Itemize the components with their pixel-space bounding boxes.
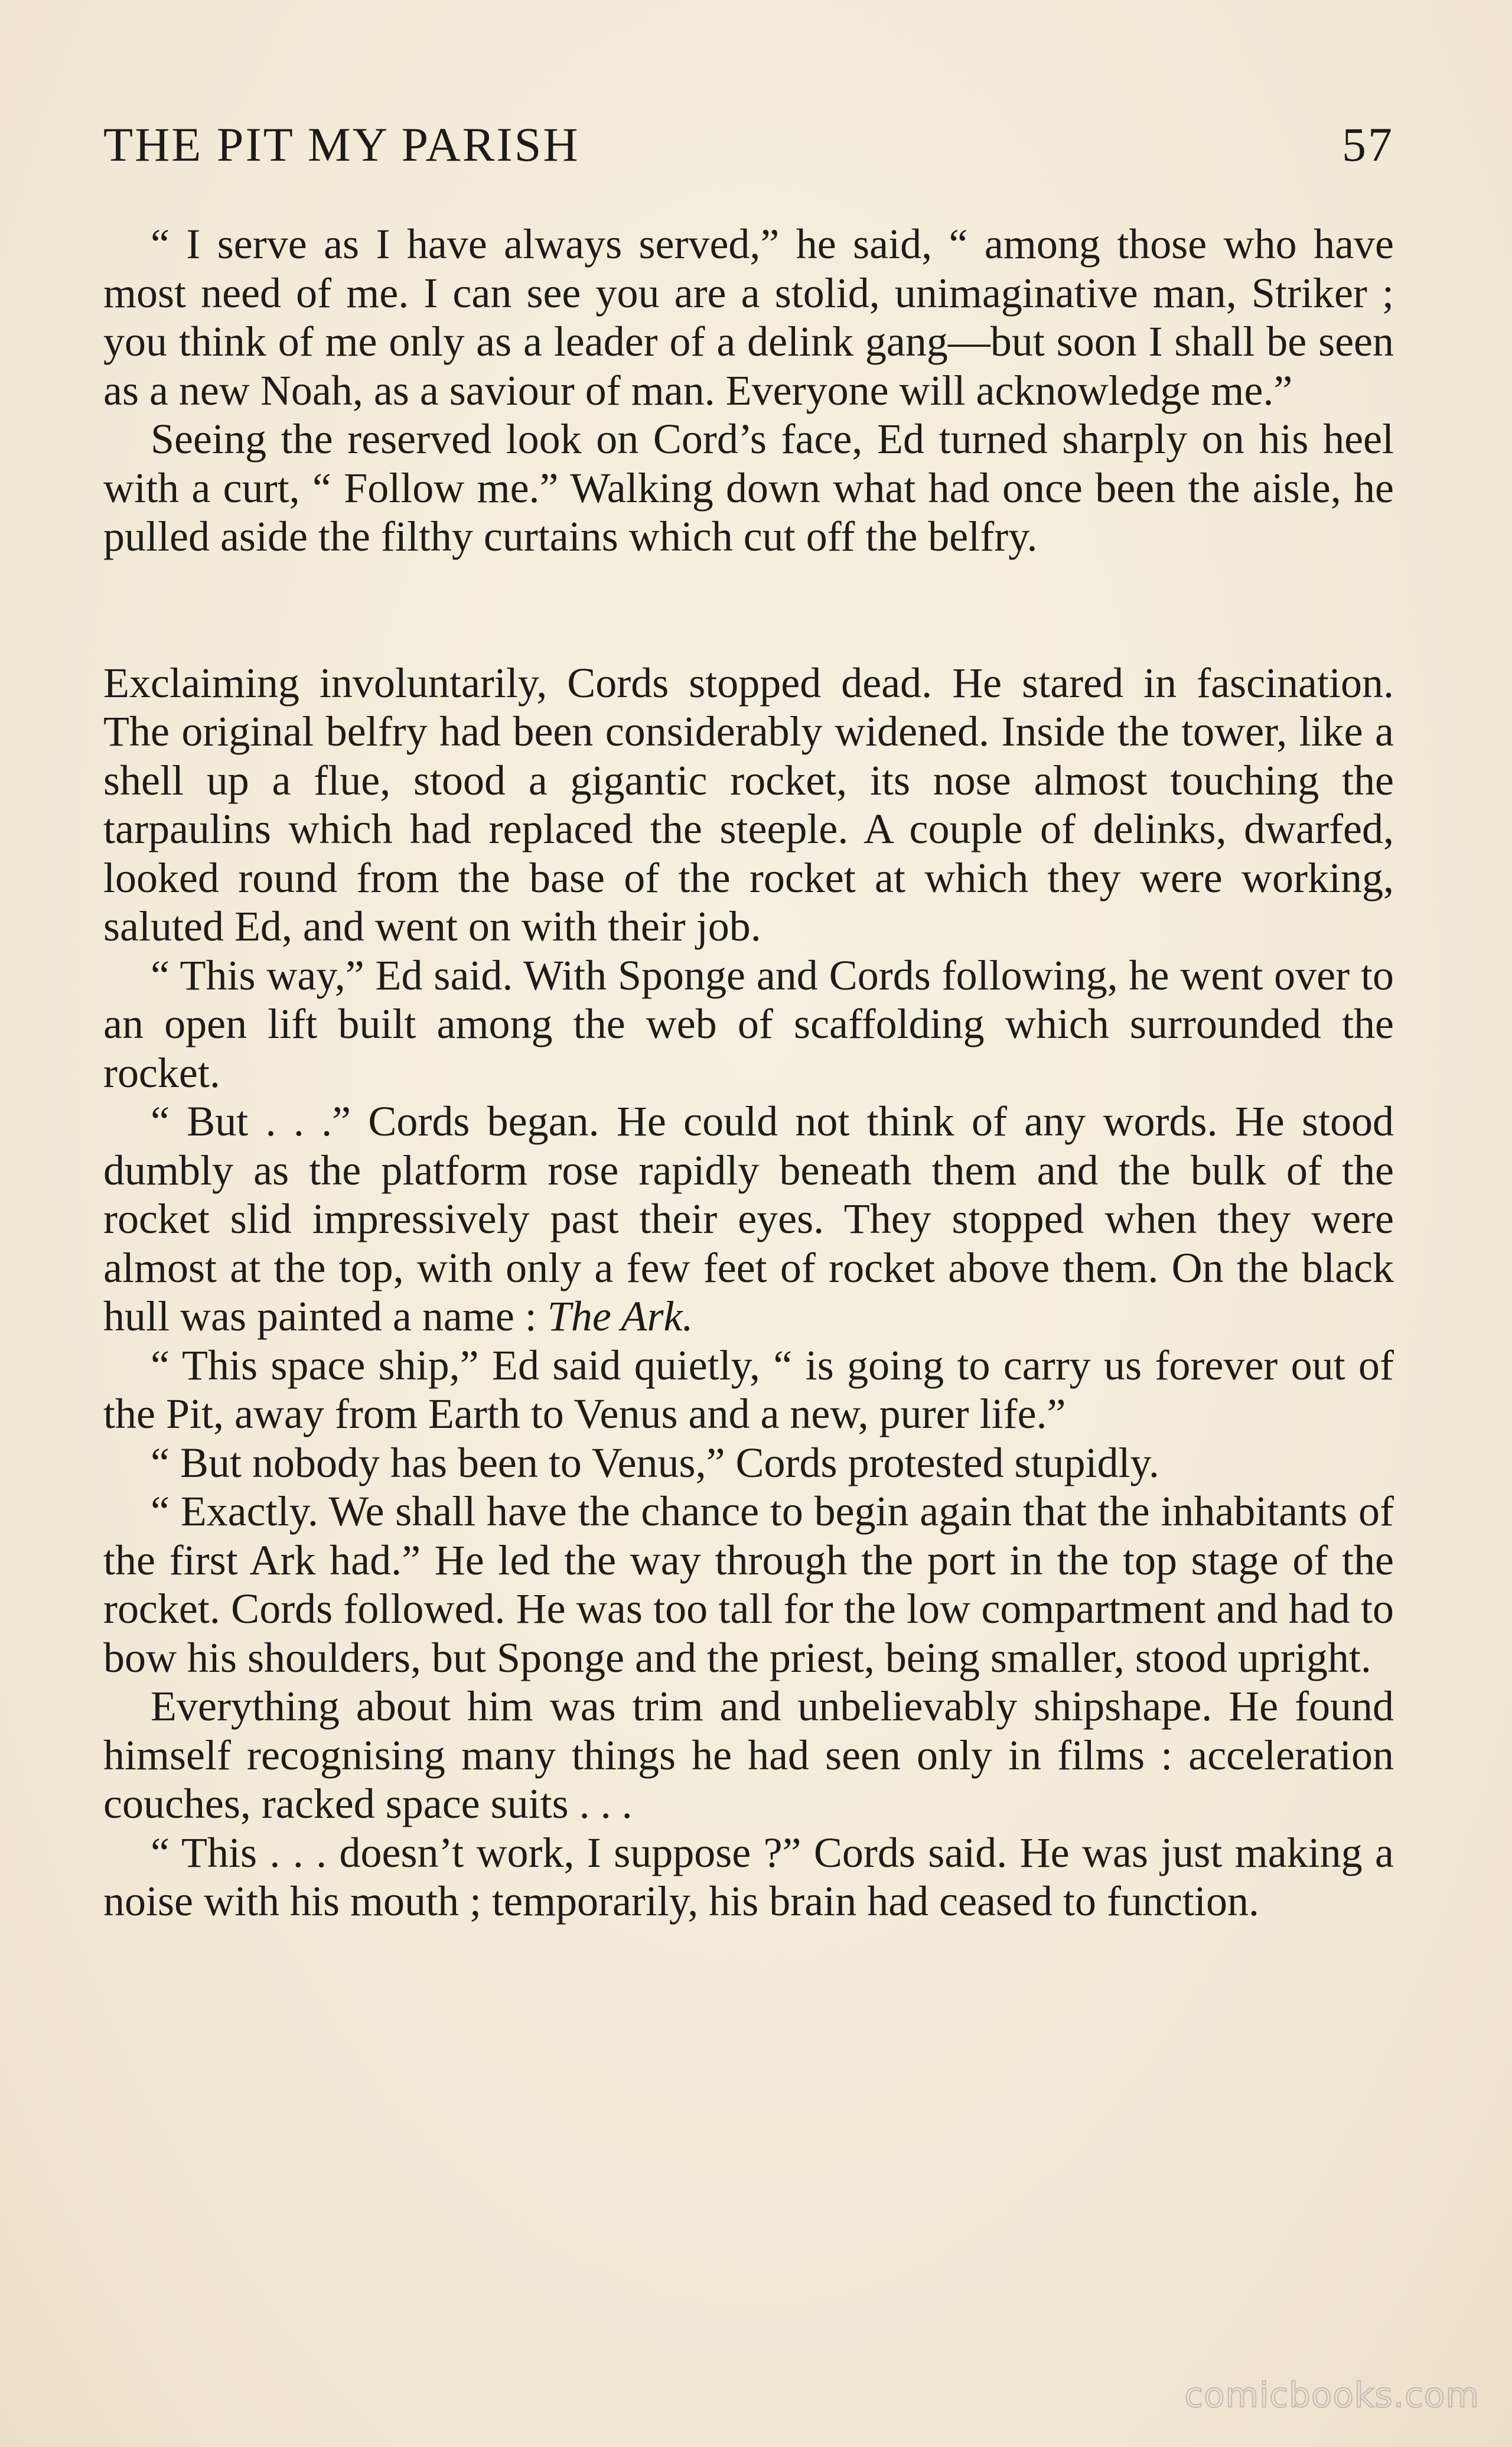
paragraph-text: “ But . . .” Cords began. He could not think of any words. He stood dumbly as the platform rose rapidly beneath them and the bulk of the rocket slid impressively past their eyes. They stopped when they were almost at the top, with only a few feet of rocket above them. On the black hull was painted a name : <box>103 1098 1394 1340</box>
paragraph: Everything about him was trim and unbelievably shipshape. He found himself recognising many things he had seen only in films : acceleration couches, racked space suits . . . <box>103 1683 1394 1827</box>
paragraph: “ I serve as I have always served,” he said, “ among those who have most need of me. I can see you are a stolid, unimaginative man, Striker ; you think of me only as a leader of a delink gang—but soon I shall be seen as a new Noah, as a saviour of man. Everyone will acknowledge me.” <box>103 220 1394 414</box>
running-head <box>103 117 1394 170</box>
watermark: comicbooks.com <box>1184 2375 1480 2415</box>
running-title: THE PIT MY PARISH <box>103 118 580 171</box>
paragraph: “ Exactly. We shall have the chance to begin again that the inhabitants of the first Ark had.” He led the way through the port in the top stage of the rocket. Cords followed. He was too tall for the low compartment and had to bow his shoulders, but Sponge and the priest, being smaller, stood upright. <box>103 1488 1394 1681</box>
paragraph: “ This way,” Ed said. With Sponge and Cords following, he went over to an open lift built among the web of scaffolding which surrounded the rocket. <box>103 951 1394 1096</box>
paragraph: Seeing the reserved look on Cord’s face, Ed turned sharply on his heel with a curt, “ Follow me.” Walking down what had once been the aisle, he pulled aside the filthy curtains which cut off the belfry. <box>103 415 1394 560</box>
section-break <box>103 561 1394 659</box>
paragraph: Exclaiming involuntarily, Cords stopped dead. He stared in fascination. The original belfry had been considerably widened. Inside the tower, like a shell up a flue, stood a gigantic rocket, its nose almost touching the tarpaulins which had replaced the steeple. A couple of delinks, dwarfed, looked round from the base of the rocket at which they were working, saluted Ed, and went on with their job. <box>103 659 1394 950</box>
paragraph: “ This space ship,” Ed said quietly, “ is going to carry us forever out of the Pit, away from Earth to Venus and a new, purer life.” <box>103 1341 1394 1437</box>
paragraph: “ This . . . doesn’t work, I suppose ?” Cords said. He was just making a noise with his mouth ; temporarily, his brain had ceased to function. <box>103 1828 1394 1925</box>
page-number: 57 <box>1342 118 1394 171</box>
paragraph <box>103 1097 1394 1341</box>
body-text <box>103 220 1394 1926</box>
ship-name: The Ark. <box>547 1293 693 1340</box>
paragraph: “ But nobody has been to Venus,” Cords protested stupidly. <box>151 1439 1159 1486</box>
